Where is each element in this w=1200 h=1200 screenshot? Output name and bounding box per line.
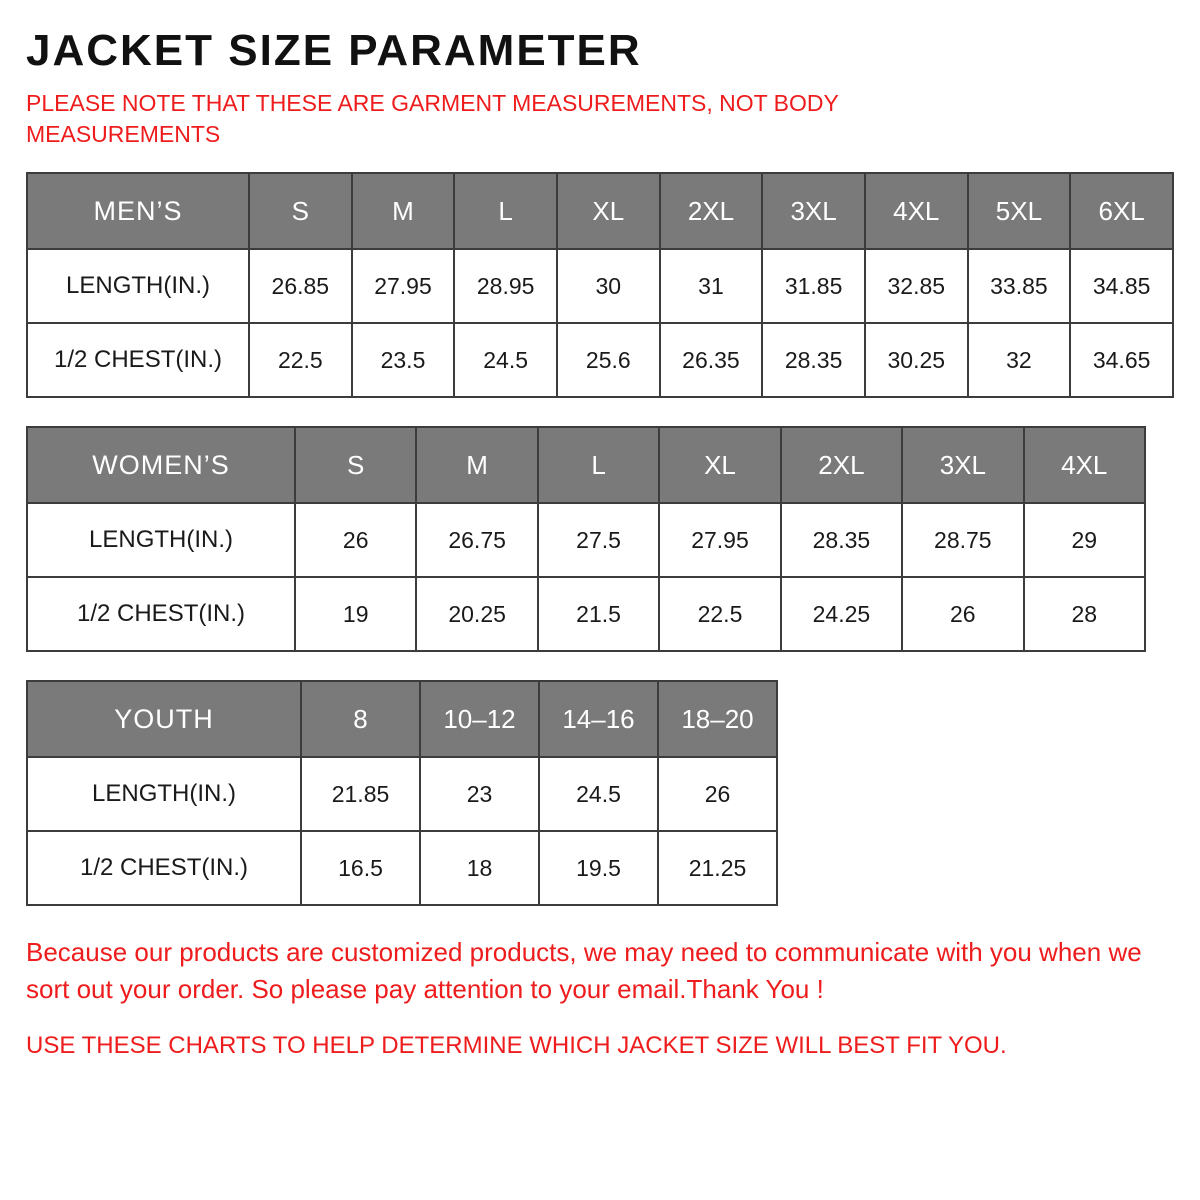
column-header: 8 [301, 681, 420, 757]
column-header: S [295, 427, 416, 503]
table-cell: 31 [660, 249, 763, 323]
footer-notes [26, 934, 1174, 1062]
womens-table-body [27, 427, 1145, 651]
row-label: LENGTH(IN.) [27, 503, 295, 577]
youth-size-table [26, 680, 778, 906]
table-cell: 33.85 [968, 249, 1071, 323]
table-cell: 30 [557, 249, 660, 323]
column-header: M [416, 427, 537, 503]
table-cell: 24.5 [454, 323, 557, 397]
table-cell: 24.5 [539, 757, 658, 831]
measurement-note: PLEASE NOTE THAT THESE ARE GARMENT MEASUREMENTS, NOT BODY MEASUREMENTS [26, 90, 839, 148]
womens-size-table [26, 426, 1146, 652]
column-header: M [352, 173, 455, 249]
column-header: YOUTH [27, 681, 301, 757]
table-cell: 27.5 [538, 503, 659, 577]
table-cell: 27.95 [659, 503, 780, 577]
table-cell: 20.25 [416, 577, 537, 651]
column-header: S [249, 173, 352, 249]
table-cell: 19 [295, 577, 416, 651]
table-header-row [27, 681, 777, 757]
column-header: 14–16 [539, 681, 658, 757]
table-cell: 26 [295, 503, 416, 577]
table-cell: 28.75 [902, 503, 1023, 577]
column-header: 3XL [762, 173, 865, 249]
table-cell: 21.85 [301, 757, 420, 831]
table-cell: 22.5 [249, 323, 352, 397]
table-cell: 29 [1024, 503, 1145, 577]
table-header-row [27, 173, 1173, 249]
column-header: 4XL [1024, 427, 1145, 503]
column-header: XL [659, 427, 780, 503]
table-cell: 32.85 [865, 249, 968, 323]
table-cell: 21.5 [538, 577, 659, 651]
column-header: 10–12 [420, 681, 539, 757]
table-cell: 31.85 [762, 249, 865, 323]
table-cell: 28 [1024, 577, 1145, 651]
youth-table-body [27, 681, 777, 905]
table-cell: 22.5 [659, 577, 780, 651]
row-label: LENGTH(IN.) [27, 249, 249, 323]
table-cell: 26 [658, 757, 777, 831]
row-label: 1/2 CHEST(IN.) [27, 831, 301, 905]
column-header: XL [557, 173, 660, 249]
column-header: 3XL [902, 427, 1023, 503]
mens-size-table [26, 172, 1174, 398]
table-cell: 21.25 [658, 831, 777, 905]
table-cell: 23 [420, 757, 539, 831]
page-title: JACKET SIZE PARAMETER [26, 26, 642, 75]
table-cell: 26 [902, 577, 1023, 651]
table-cell: 34.65 [1070, 323, 1173, 397]
table-cell: 28.95 [454, 249, 557, 323]
table-cell: 34.85 [1070, 249, 1173, 323]
table-row [27, 249, 1173, 323]
column-header: 2XL [660, 173, 763, 249]
footer-note-chart-usage: USE THESE CHARTS TO HELP DETERMINE WHICH JACKET SIZE WILL BEST FIT YOU. [26, 1032, 1007, 1060]
row-label: LENGTH(IN.) [27, 757, 301, 831]
column-header: WOMEN’S [27, 427, 295, 503]
table-row [27, 323, 1173, 397]
table-cell: 26.75 [416, 503, 537, 577]
table-cell: 16.5 [301, 831, 420, 905]
table-cell: 23.5 [352, 323, 455, 397]
table-row [27, 503, 1145, 577]
column-header: L [454, 173, 557, 249]
table-cell: 28.35 [781, 503, 902, 577]
table-cell: 19.5 [539, 831, 658, 905]
column-header: L [538, 427, 659, 503]
column-header: 4XL [865, 173, 968, 249]
table-row [27, 757, 777, 831]
column-header: 2XL [781, 427, 902, 503]
table-row [27, 577, 1145, 651]
row-label: 1/2 CHEST(IN.) [27, 323, 249, 397]
table-cell: 26.35 [660, 323, 763, 397]
table-cell: 26.85 [249, 249, 352, 323]
table-cell: 24.25 [781, 577, 902, 651]
column-header: MEN’S [27, 173, 249, 249]
table-cell: 18 [420, 831, 539, 905]
table-row [27, 831, 777, 905]
column-header: 18–20 [658, 681, 777, 757]
table-cell: 27.95 [352, 249, 455, 323]
footer-note-customization: Because our products are customized products, we may need to communicate with you when we sort out your order. So please pay attention to your email.Thank You ! [26, 937, 1142, 1004]
table-cell: 32 [968, 323, 1071, 397]
row-label: 1/2 CHEST(IN.) [27, 577, 295, 651]
column-header: 6XL [1070, 173, 1173, 249]
table-cell: 30.25 [865, 323, 968, 397]
table-cell: 25.6 [557, 323, 660, 397]
table-header-row [27, 427, 1145, 503]
column-header: 5XL [968, 173, 1071, 249]
mens-table-body [27, 173, 1173, 397]
table-cell: 28.35 [762, 323, 865, 397]
